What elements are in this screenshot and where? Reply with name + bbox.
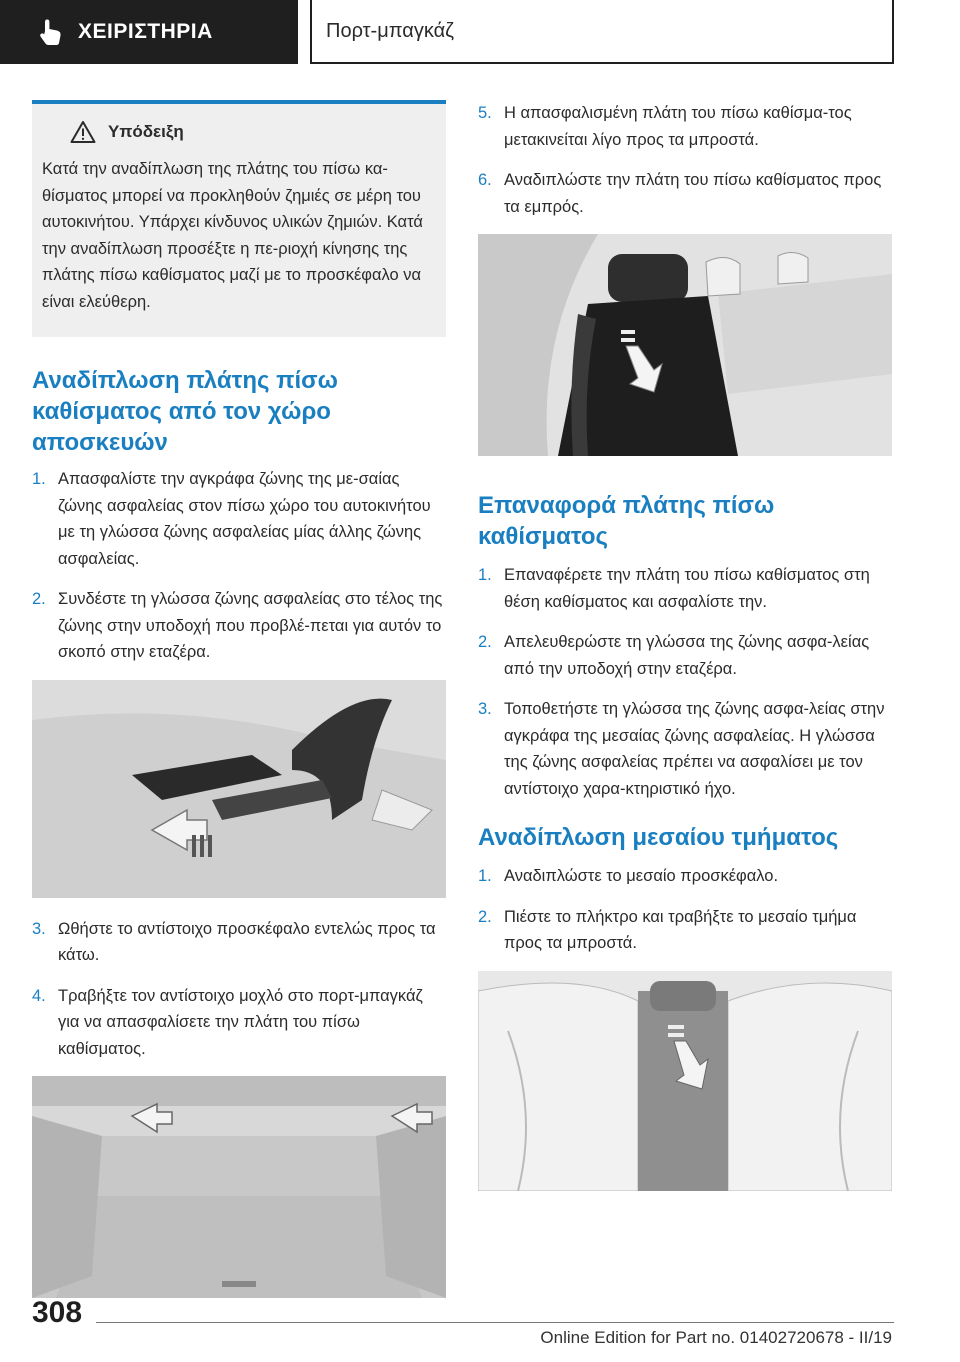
manual-tab[interactable]	[0, 0, 298, 64]
step-number: 6.	[478, 171, 492, 189]
step-text: Πιέστε το πλήκτρο και τραβήξτε το μεσαίο τμήμα προς τα μπροστά.	[504, 907, 857, 952]
step-text: Απελευθερώστε τη γλώσσα της ζώνης ασφα-λείας από την υποδοχή στην εταζέρα.	[504, 633, 870, 678]
section2-heading: Επαναφορά πλάτης πίσω καθίσματος	[478, 492, 775, 550]
step-text: Η απασφαλισμένη πλάτη του πίσω καθίσμα-τος μετακινείται λίγο προς τα μπροστά.	[504, 104, 852, 149]
footer-divider	[96, 1322, 894, 1323]
hand-pointer-icon	[36, 17, 66, 47]
section-title: Πορτ-μπαγκάζ	[326, 19, 454, 42]
list-item	[32, 466, 446, 572]
left-column	[32, 100, 446, 1298]
step-number: 2.	[478, 907, 492, 926]
step-number: 3.	[32, 919, 46, 938]
step-text: Αναδιπλώστε την πλάτη του πίσω καθίσματος προς τα εμπρός.	[504, 171, 882, 216]
image-parcel-shelf-belt	[32, 680, 446, 898]
list-item	[478, 100, 892, 153]
step-number: 3.	[478, 700, 492, 718]
warning-triangle-icon	[70, 120, 96, 144]
step-text: Συνδέστε τη γλώσσα ζώνης ασφαλείας στο τέλος της ζώνης στην υποδοχή που προβλέ-πεται για αυτόν το σκοπό στην εταζέρα.	[58, 590, 443, 661]
step-number: 1.	[478, 867, 492, 885]
list-item	[478, 629, 892, 682]
step-number: 5.	[478, 104, 492, 122]
list-item	[478, 167, 892, 220]
step-number: 2.	[32, 590, 46, 608]
step-text: Αναδιπλώστε το μεσαίο προσκέφαλο.	[504, 867, 779, 885]
list-item	[32, 916, 446, 969]
section3-heading: Αναδίπλωση μεσαίου τμήματος	[478, 824, 839, 851]
step-text: Τοποθετήστε τη γλώσσα της ζώνης ασφα-λείας στην αγκράφα της μεσαίας ζώνης ασφαλείας. Η γλώσσα της ζώνης ασφαλείας πρέπει να ασφαλίσει με τον αντίστοιχο χαρα-κτηριστικό ήχο.	[504, 700, 885, 798]
steps-list-section2	[478, 562, 892, 802]
steps-list-c	[478, 100, 892, 220]
image-fold-seat-back	[478, 234, 892, 456]
page-number: 308	[32, 1296, 83, 1329]
list-item	[478, 562, 892, 615]
list-item	[32, 586, 446, 666]
manual-label: ΧΕΙΡΙΣΤΗΡΙΑ	[78, 20, 213, 43]
note-body: Κατά την αναδίπλωση της πλάτης του πίσω κα-θίσματος μπορεί να προκληθούν ζημιές σε μέρη του αυτοκινήτου. Υπάρχει κίνδυνος υλικών ζημιών. Κατά την αναδίπλωση προσέξτε η πε-ριοχή κίνησης της πλάτης πίσω καθίσματος μαζί με το προσκέφαλο να είναι ελεύθερη.	[42, 160, 423, 311]
note-title: Υπόδειξη	[108, 122, 184, 141]
note-box	[32, 100, 446, 337]
step-number: 1.	[32, 470, 46, 488]
step-text: Ωθήστε το αντίστοιχο προσκέφαλο εντελώς προς τα κάτω.	[58, 919, 436, 964]
list-item	[478, 863, 892, 890]
step-number: 1.	[478, 566, 492, 584]
steps-list-section3	[478, 863, 892, 957]
image-trunk-levers	[32, 1076, 446, 1298]
section-header	[310, 0, 894, 64]
step-number: 4.	[32, 986, 46, 1005]
right-column	[478, 100, 892, 1191]
image-middle-section	[478, 971, 892, 1191]
list-item	[478, 904, 892, 957]
footer-edition: Online Edition for Part no. 01402720678 - II/19	[540, 1328, 892, 1347]
section1-heading: Αναδίπλωση πλάτης πίσω καθίσματος από τον χώρο αποσκευών	[32, 367, 338, 456]
steps-list-a	[32, 466, 446, 666]
step-text: Απασφαλίστε την αγκράφα ζώνης της με-σαίας ζώνης ασφαλείας στον πίσω χώρο του αυτοκινήτου με τη γλώσσα ζώνης ασφαλείας μίας άλλης ζώνης ασφαλείας.	[58, 470, 431, 568]
list-item	[478, 696, 892, 802]
step-text: Επαναφέρετε την πλάτη του πίσω καθίσματος στη θέση καθίσματος και ασφαλίστε την.	[504, 566, 870, 611]
step-text: Τραβήξτε τον αντίστοιχο μοχλό στο πορτ-μπαγκάζ για να απασφαλίσετε την πλάτη του πίσω καθίσματος.	[58, 986, 423, 1058]
steps-list-b	[32, 916, 446, 1063]
list-item	[32, 983, 446, 1063]
step-number: 2.	[478, 633, 492, 651]
